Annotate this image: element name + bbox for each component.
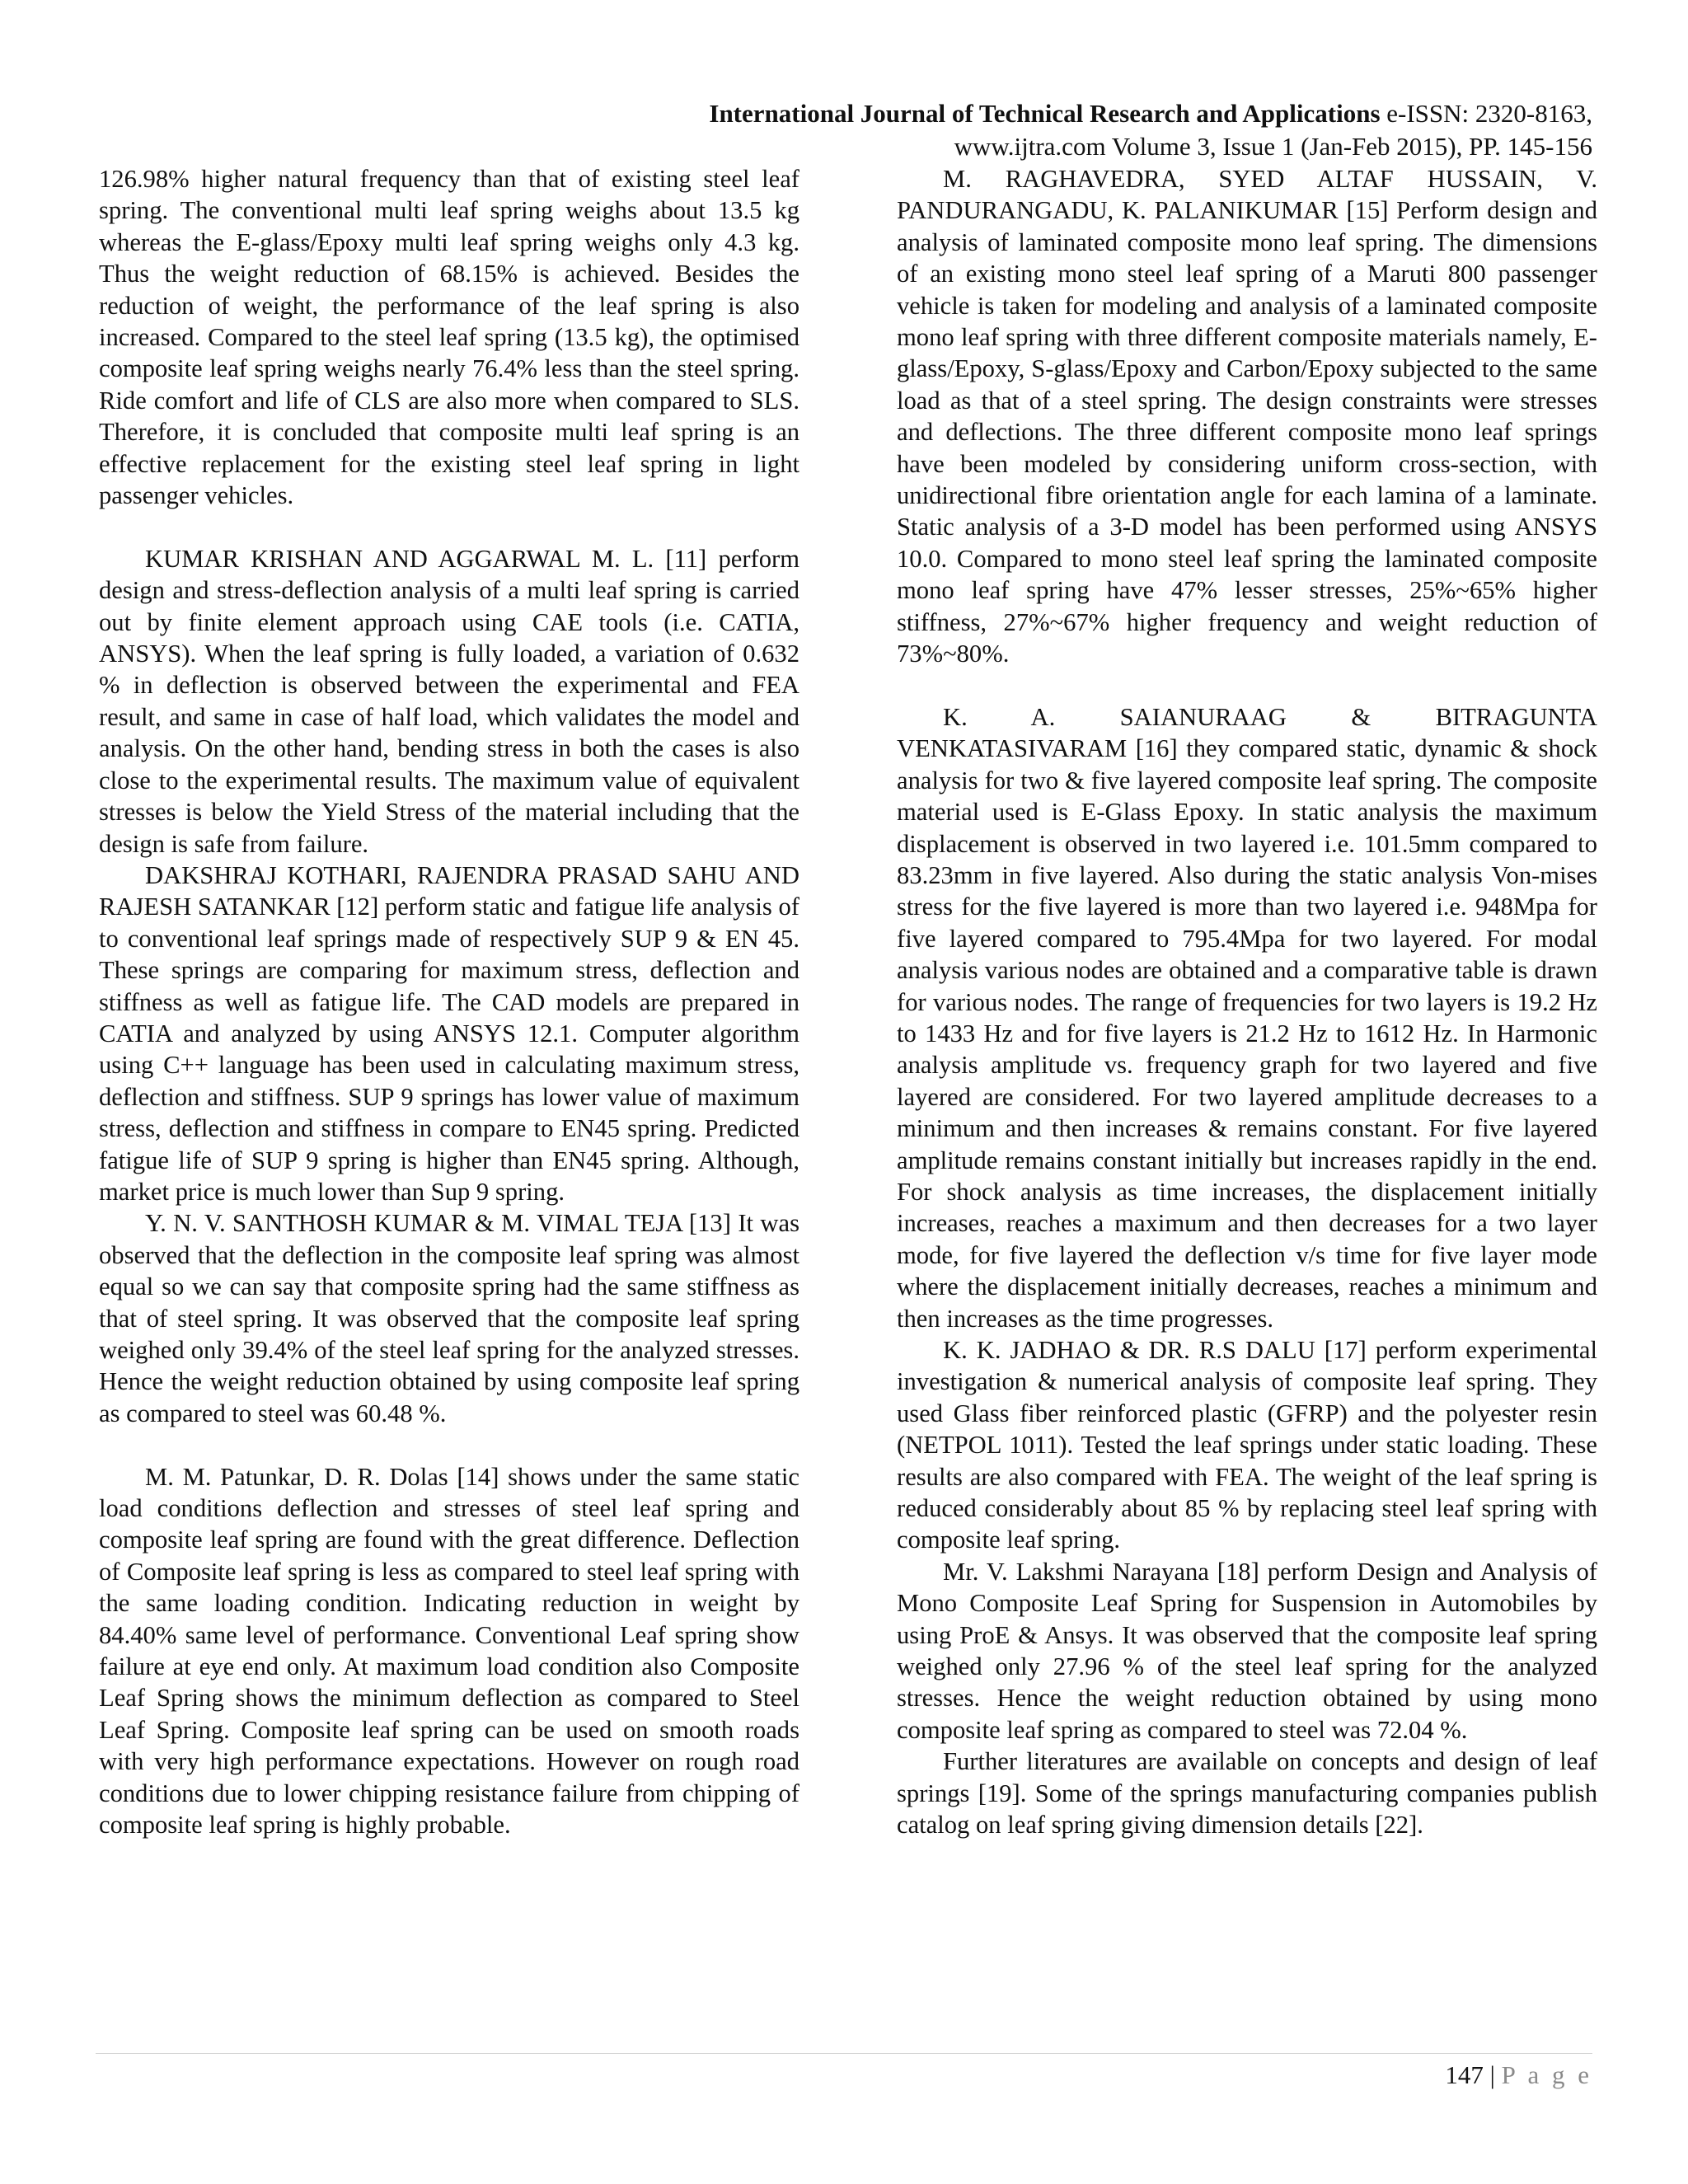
paragraph: Mr. V. Lakshmi Narayana [18] perform Design and Analysis of Mono Composite Leaf Spring for Suspension in Automobiles by using ProE & Ansys. It was observed that the composite leaf spring weighed only 27.96 % of the steel leaf spring for the analyzed stresses. Hence the weight reduction obtained by using mono composite leaf spring as compared to steel was 72.04 %. xyxy=(897,1557,1597,1744)
footer-divider xyxy=(96,2053,1592,2054)
paragraph: M. RAGHAVEDRA, SYED ALTAF HUSSAIN, V. PANDURANGADU, K. PALANIKUMAR [15] Perform design and analysis of laminated composite mono leaf spring. The dimensions of an existing mono steel leaf spring of a Maruti 800 passenger vehicle is taken for modeling and analysis of a laminated composite mono leaf spring with three different composite materials namely, E-glass/Epoxy, S-glass/Epoxy and Carbon/Epoxy subjected to the same load as that of a steel spring. The design constraints were stresses and deflections. The three different composite mono leaf springs have been modeled by considering uniform cross-section, with unidirectional fibre orientation angle for each lamina of a laminate. Static analysis of a 3-D model has been performed using ANSYS 10.0. Compared to mono steel leaf spring the laminated composite mono leaf spring have 47% lesser stresses, 25%~65% higher stiffness, 27%~67% higher frequency and weight reduction of 73%~80%. xyxy=(897,165,1597,668)
left-column xyxy=(99,163,799,1841)
paragraph: M. M. Patunkar, D. R. Dolas [14] shows under the same static load conditions deflection and stresses of steel leaf spring and composite leaf spring are found with the great difference. Deflection of Composite leaf spring is less as compared to steel leaf spring with the same loading condition. Indicating reduction in weight by 84.40% same level of performance. Conventional Leaf spring show failure at eye end only. At maximum load condition also Composite Leaf Spring shows the minimum deflection as compared to Steel Leaf Spring. Composite leaf spring can be used on smooth roads with very high performance expectations. However on rough road conditions due to lower chipping resistance failure from chipping of composite leaf spring is highly probable. xyxy=(99,1462,799,1840)
paragraph: Further literatures are available on concepts and design of leaf springs [19]. Some of the springs manufacturing companies publish catalog on leaf spring giving dimension details [22]. xyxy=(897,1747,1597,1840)
journal-issn: e-ISSN: 2320-8163, xyxy=(1380,99,1592,128)
paragraph: DAKSHRAJ KOTHARI, RAJENDRA PRASAD SAHU AND RAJESH SATANKAR [12] perform static and fatigue life analysis of to conventional leaf springs made of respectively SUP 9 & EN 45. These springs are comparing for maximum stress, deflection and stiffness as well as fatigue life. The CAD models are prepared in CATIA and analyzed by using ANSYS 12.1. Computer algorithm using C++ language has been used in calculating maximum stress, deflection and stiffness. SUP 9 springs has lower value of maximum stress, deflection and stiffness in compare to EN45 spring. Predicted fatigue life of SUP 9 spring is higher than EN45 spring. Although, market price is much lower than Sup 9 spring. xyxy=(99,860,799,1206)
paragraph: K. K. JADHAO & DR. R.S DALU [17] perform experimental investigation & numerical analysis of composite leaf spring. They used Glass fiber reinforced plastic (GFRP) and the polyester resin (NETPOL 1011). Tested the leaf springs under static loading. These results are also compared with FEA. The weight of the leaf spring is reduced considerably about 85 % by replacing steel leaf spring with composite leaf spring. xyxy=(897,1336,1597,1554)
journal-title: International Journal of Technical Research and Applications xyxy=(709,99,1381,128)
page-word: P a g e xyxy=(1501,2060,1592,2089)
paragraph: K. A. SAIANURAAG & BITRAGUNTA VENKATASIVARAM [16] they compared static, dynamic & shock analysis for two & five layered composite leaf spring. The composite material used is E-Glass Epoxy. In static analysis the maximum displacement is observed in two layered i.e. 101.5mm compared to 83.23mm in five layered. Also during the static analysis Von-mises stress for the five layered is more than two layered i.e. 948Mpa for five layered compared to 795.4Mpa for two layered. For modal analysis various nodes are obtained and a comparative table is drawn for various nodes. The range of frequencies for two layers is 19.2 Hz to 1433 Hz and for five layers is 21.2 Hz to 1612 Hz. In Harmonic analysis amplitude vs. frequency graph for two layered and five layered are considered. For two layered amplitude decreases to a minimum and then increases & remains constant. For five layered amplitude remains constant initially but increases rapidly in the end. For shock analysis as time increases, the displacement initially increases, reaches a maximum and then decreases for a two layer mode, for five layered the deflection v/s time for five layer mode where the displacement initially decreases, reaches a minimum and then increases as the time progresses. xyxy=(897,702,1597,1333)
right-column xyxy=(897,163,1597,1841)
page-footer xyxy=(1445,2059,1592,2092)
paragraph: 126.98% higher natural frequency than that of existing steel leaf spring. The conventional multi leaf spring weighs about 13.5 kg whereas the E-glass/Epoxy multi leaf spring weighs only 4.3 kg. Thus the weight reduction of 68.15% is achieved. Besides the reduction of weight, the performance of the leaf spring is also increased. Compared to the steel leaf spring (13.5 kg), the optimised composite leaf spring weighs nearly 76.4% less than the steel spring. Ride comfort and life of CLS are also more when compared to SLS. Therefore, it is concluded that composite multi leaf spring is an effective replacement for the existing steel leaf spring in light passenger vehicles. xyxy=(99,165,799,510)
header-line-1 xyxy=(709,97,1592,130)
running-header xyxy=(709,97,1592,163)
page-number: 147 xyxy=(1445,2060,1484,2089)
journal-details: www.ijtra.com Volume 3, Issue 1 (Jan-Feb 2015), PP. 145-156 xyxy=(954,132,1592,161)
page-separator: | xyxy=(1483,2060,1502,2089)
paragraph: Y. N. V. SANTHOSH KUMAR & M. VIMAL TEJA [13] It was observed that the deflection in the composite leaf spring was almost equal so we can say that composite spring had the same stiffness as that of steel spring. It was observed that the composite leaf spring weighed only 39.4% of the steel leaf spring for the analyzed stresses. Hence the weight reduction obtained by using composite leaf spring as compared to steel was 60.48 %. xyxy=(99,1209,799,1427)
paragraph: KUMAR KRISHAN AND AGGARWAL M. L. [11] perform design and stress-deflection analysis of a multi leaf spring is carried out by finite element approach using CAE tools (i.e. CATIA, ANSYS). When the leaf spring is fully loaded, a variation of 0.632 % in deflection is observed between the experimental and FEA result, and same in case of half load, which validates the model and analysis. On the other hand, bending stress in both the cases is also close to the experimental results. The maximum value of equivalent stresses is below the Yield Stress of the material including that the design is safe from failure. xyxy=(99,544,799,858)
